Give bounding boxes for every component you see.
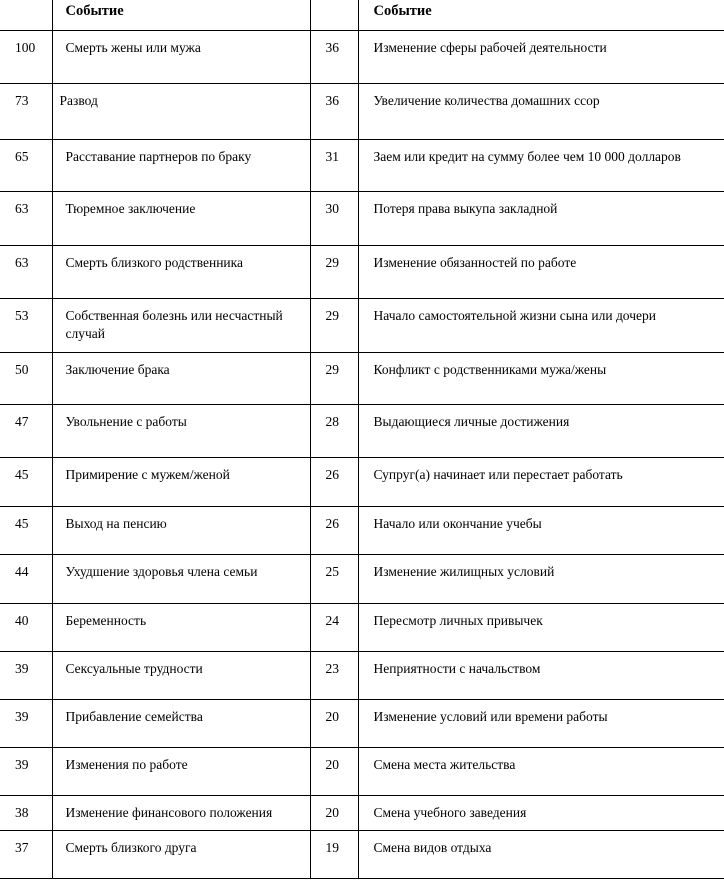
right-score: 25 — [310, 554, 358, 603]
left-score: 53 — [0, 298, 52, 352]
table-row — [0, 795, 724, 830]
left-event: Беременность — [52, 603, 310, 651]
right-event: Конфликт с родственниками мужа/жены — [358, 352, 724, 404]
right-event: Изменение условий или времени работы — [358, 699, 724, 747]
right-score: 31 — [310, 139, 358, 191]
right-score: 23 — [310, 651, 358, 699]
table-row — [0, 298, 724, 352]
right-score: 26 — [310, 457, 358, 506]
right-score: 24 — [310, 603, 358, 651]
right-event: Пересмотр личных привычек — [358, 603, 724, 651]
left-event: Тюремное заключение — [52, 191, 310, 245]
left-event: Расставание партнеров по браку — [52, 139, 310, 191]
right-event: Смена учебного заведения — [358, 795, 724, 830]
table-row — [0, 506, 724, 554]
left-score: 65 — [0, 139, 52, 191]
left-score: 39 — [0, 651, 52, 699]
left-event: Изменение финансового положения — [52, 795, 310, 830]
table-row — [0, 83, 724, 139]
left-score: 45 — [0, 506, 52, 554]
left-event: Смерть близкого друга — [52, 830, 310, 878]
right-event: Увеличение количества домашних ссор — [358, 83, 724, 139]
right-event: Изменение сферы рабочей деятельности — [358, 30, 724, 83]
right-score: 29 — [310, 298, 358, 352]
right-score: 28 — [310, 404, 358, 457]
left-score: 63 — [0, 191, 52, 245]
header-row — [0, 0, 724, 30]
table-row — [0, 603, 724, 651]
left-event: Выход на пенсию — [52, 506, 310, 554]
table-row — [0, 830, 724, 878]
left-event: Смерть жены или мужа — [52, 30, 310, 83]
right-event: Изменение жилищных условий — [358, 554, 724, 603]
left-score: 44 — [0, 554, 52, 603]
table-row — [0, 554, 724, 603]
table-row — [0, 352, 724, 404]
right-score: 36 — [310, 83, 358, 139]
left-score: 47 — [0, 404, 52, 457]
left-event: Сексуальные трудности — [52, 651, 310, 699]
right-event: Потеря права выкупа закладной — [358, 191, 724, 245]
left-event: Развод — [52, 83, 310, 139]
left-event: Изменения по работе — [52, 747, 310, 795]
left-score: 50 — [0, 352, 52, 404]
left-score: 39 — [0, 747, 52, 795]
left-score: 45 — [0, 457, 52, 506]
header-event-right: Событие — [358, 0, 724, 30]
right-score: 20 — [310, 699, 358, 747]
table-row — [0, 747, 724, 795]
right-score: 36 — [310, 30, 358, 83]
header-event-left: Событие — [52, 0, 310, 30]
table-row — [0, 191, 724, 245]
left-score: 73 — [0, 83, 52, 139]
left-event: Прибавление семейства — [52, 699, 310, 747]
table-row — [0, 651, 724, 699]
right-score: 20 — [310, 747, 358, 795]
right-event: Начало или окончание учебы — [358, 506, 724, 554]
table-row — [0, 139, 724, 191]
header-score-right — [310, 0, 358, 30]
left-event: Заключение брака — [52, 352, 310, 404]
right-event: Смена видов отдыха — [358, 830, 724, 878]
right-score: 29 — [310, 245, 358, 298]
left-score: 100 — [0, 30, 52, 83]
right-event: Неприятности с начальством — [358, 651, 724, 699]
table-row — [0, 30, 724, 83]
right-event: Начало самостоятельной жизни сына или дочери — [358, 298, 724, 352]
right-score: 20 — [310, 795, 358, 830]
left-score: 40 — [0, 603, 52, 651]
table-row — [0, 404, 724, 457]
left-score: 38 — [0, 795, 52, 830]
right-score: 26 — [310, 506, 358, 554]
right-event: Изменение обязанностей по работе — [358, 245, 724, 298]
left-event: Собственная болезнь или несчастный случай — [52, 298, 310, 352]
table-row — [0, 699, 724, 747]
left-score: 37 — [0, 830, 52, 878]
right-score: 30 — [310, 191, 358, 245]
left-event: Ухудшение здоровья члена семьи — [52, 554, 310, 603]
right-score: 19 — [310, 830, 358, 878]
left-score: 63 — [0, 245, 52, 298]
right-score: 29 — [310, 352, 358, 404]
right-event: Заем или кредит на сумму более чем 10 000 долларов — [358, 139, 724, 191]
right-event: Супруг(а) начинает или перестает работать — [358, 457, 724, 506]
left-event: Увольнение с работы — [52, 404, 310, 457]
table-row — [0, 457, 724, 506]
right-event: Смена места жительства — [358, 747, 724, 795]
left-event: Примирение с мужем/женой — [52, 457, 310, 506]
table-row — [0, 245, 724, 298]
right-event: Выдающиеся личные достижения — [358, 404, 724, 457]
left-event: Смерть близкого родственника — [52, 245, 310, 298]
left-score: 39 — [0, 699, 52, 747]
header-score-left — [0, 0, 52, 30]
